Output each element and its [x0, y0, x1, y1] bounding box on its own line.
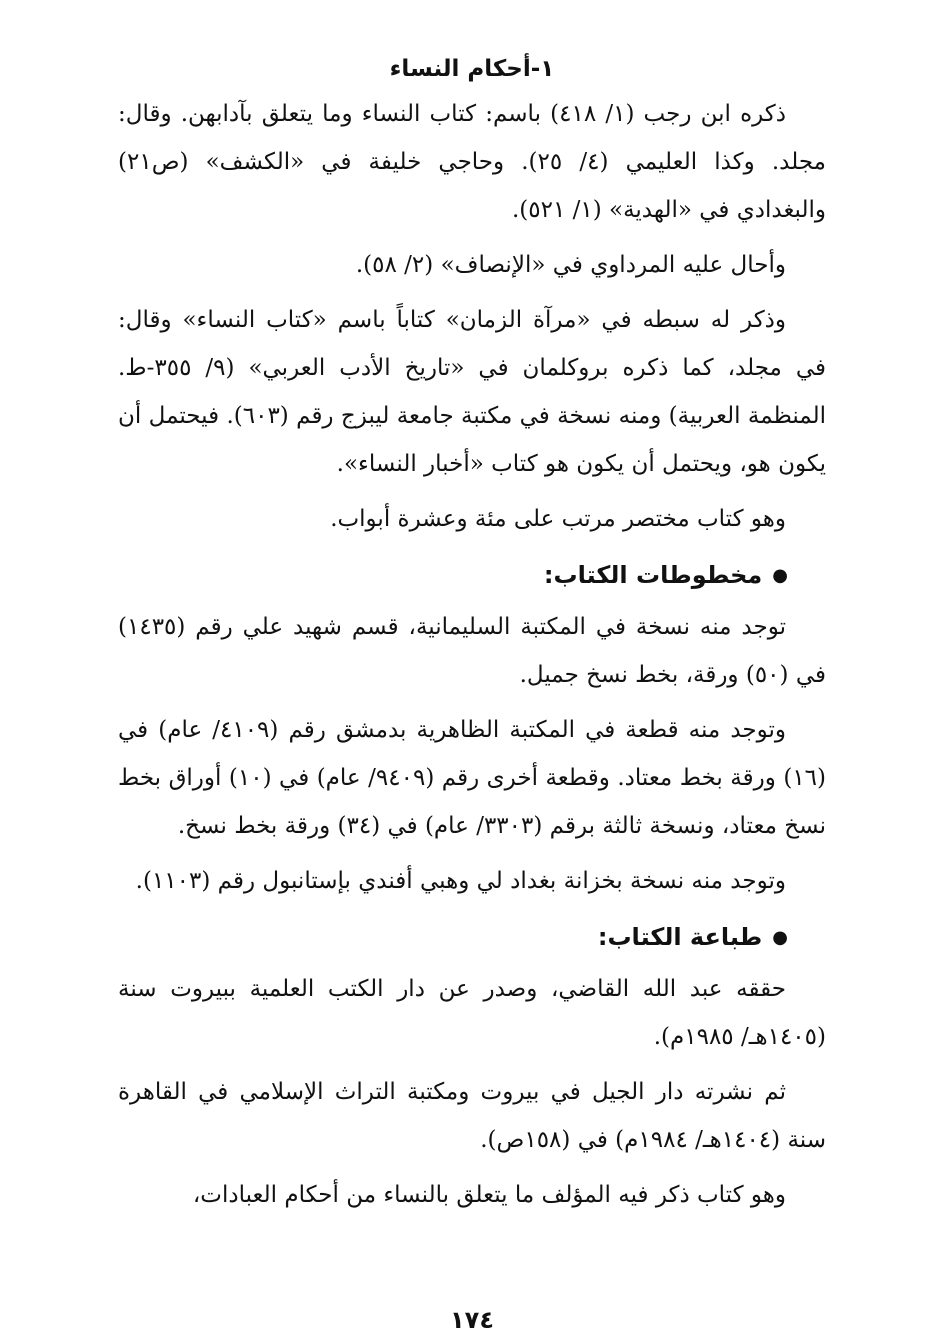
paragraph-wahbi	[118, 857, 826, 905]
paragraph-sulaymaniyya	[118, 603, 826, 699]
paragraph-text: وتوجد منه نسخة بخزانة بغداد لي وهبي أفندي بإستانبول رقم (١١٠٣).	[135, 868, 786, 894]
paragraph-sibt	[118, 296, 826, 488]
paragraph-text: وذكر له سبطه في «مرآة الزمان» كتاباً باسم «كتاب النساء» وقال: في مجلد، كما ذكره بروكلمان في «تاريخ الأدب العربي» (٩/ ٣٥٥-ط. المنظمة العربية) ومنه نسخة في مكتبة جامعة ليبزج رقم (٦٠٣). فيحتمل أن يكون هو، ويحتمل أن يكون هو كتاب «أخبار النساء».	[118, 307, 827, 477]
paragraph-text: وهو كتاب مختصر مرتب على مئة وعشرة أبواب.	[330, 506, 786, 532]
section-title-manuscripts	[118, 550, 826, 601]
paragraph-text: ثم نشرته دار الجيل في بيروت ومكتبة التراث الإسلامي في القاهرة سنة (١٤٠٤هـ/ ١٩٨٤م) في (١٥٨ص).	[118, 1079, 826, 1153]
page-number: ١٧٤	[450, 1306, 494, 1334]
paragraph-jil-edition	[118, 1068, 826, 1164]
paragraph-zahiriyya	[118, 706, 826, 850]
paragraph-qadi-edition	[118, 965, 826, 1061]
paragraph-text: وتوجد منه قطعة في المكتبة الظاهرية بدمشق رقم (٤١٠٩/ عام) في (١٦) ورقة بخط معتاد. وقطعة أخرى رقم (٩٤٠٩/ عام) في (١٠) أوراق بخط نسخ معتاد، ونسخة ثالثة برقم (٣٣٠٣/ عام) في (٣٤) ورقة بخط نسخ.	[118, 717, 827, 839]
paragraph-text: وأحال عليه المرداوي في «الإنصاف» (٢/ ٥٨).	[355, 252, 786, 278]
paragraph-content	[118, 1171, 826, 1219]
paragraph-ibn-rajab	[118, 90, 826, 234]
paragraph-summary	[118, 495, 826, 543]
section-title-text: مخطوطات الكتاب:	[543, 561, 763, 589]
bullet-icon: ●	[772, 927, 788, 948]
chapter-heading: ١-أحكام النساء	[389, 56, 555, 82]
paragraph-mardawi	[118, 241, 826, 289]
bullet-icon: ●	[772, 565, 788, 586]
paragraph-text: وهو كتاب ذكر فيه المؤلف ما يتعلق بالنساء من أحكام العبادات،	[192, 1182, 786, 1208]
paragraph-text: ذكره ابن رجب (١/ ٤١٨) باسم: كتاب النساء وما يتعلق بآدابهن. وقال: مجلد. وكذا العليمي (٤/ ٢٥). وحاجي خليفة في «الكشف» (ص٢١) والبغدادي في «الهدية» (١/ ٥٢١).	[118, 101, 826, 223]
paragraph-text: حققه عبد الله القاضي، وصدر عن دار الكتب العلمية ببيروت سنة (١٤٠٥هـ/ ١٩٨٥م).	[118, 976, 826, 1050]
section-title-printing	[118, 912, 826, 963]
section-title-text: طباعة الكتاب:	[597, 923, 763, 951]
paragraph-text: توجد منه نسخة في المكتبة السليمانية، قسم شهيد علي رقم (١٤٣٥) في (٥٠) ورقة، بخط نسخ جميل.	[118, 614, 826, 688]
